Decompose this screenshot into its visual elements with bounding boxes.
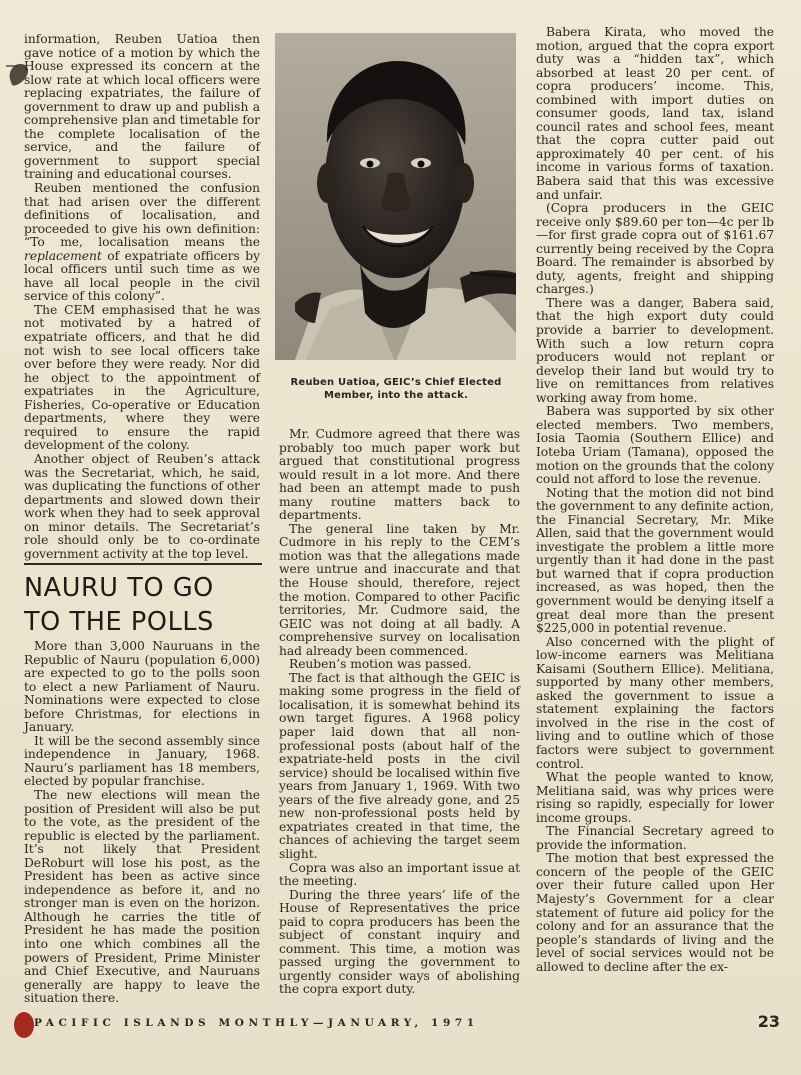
nauru-headline (24, 571, 264, 639)
text-run: of expatriate officers by local officers until such time as we have all local people in the civil service of this colony”. (24, 248, 260, 304)
paragraph: The CEM emphasised that he was not motivated by a hatred of expatriate officers, and that he did not wish to see local officers take over before they were ready. Nor did he object to the appointment of expatriates in the Agriculture, Fisheries, Co-operative or Education departments, where they were required to ensure the rapid development of the colony. (24, 302, 260, 453)
paragraph: The new elections will mean the position of President will also be put to the vote, as the president of the republic is elected by the parliament. It’s not likely that President DeRoburt will lose his post, as the President has been as active since independence as before it, and no stronger man is even on the horizon. Although he carries the title of President he has made the position into one which combines all the powers of President, Prime Minister and Chief Executive, and Nauruans generally are happy to leave the situation there. (24, 788, 260, 1006)
paragraph: The fact is that although the GEIC is making some progress in the field of localisation, it is somewhat behind its own target figures. A 1968 policy paper laid down that all non-professional posts (about half of the expatriate-held posts in the civil service) should be localised within five years from January 1, 1969. With two years of the five already gone, and 25 new non-professional posts held by expatriates created in that time, the chances of achieving the target seem slight. (279, 670, 520, 861)
paragraph: Babera Kirata, who moved the motion, argued that the copra export duty was a “hidden tax”, which absorbed at least 20 per cent. of copra producers’ income. This, combined with import duties on consumer goods, land tax, island council rates and school fees, meant that the copra cutter paid out approximately 40 per cent. of his income in various forms of taxation. Babera said that this was excessive and unfair. (536, 25, 774, 202)
column-1-article (24, 33, 260, 561)
paragraph: Also concerned with the plight of low-income earners was Melitiana Kaisami (Southern Ellice). Melitiana, supported by many other members, asked the government to issue a statement explaining the factors involved in the rise in the cost of living and to outline which of those factors were subject to government control. (536, 634, 774, 771)
portrait-photo (275, 33, 516, 360)
paragraph: The Financial Secretary agreed to provide the information. (536, 824, 774, 852)
nauru-story (24, 640, 260, 1006)
paragraph (24, 182, 260, 304)
paragraph: During the three years’ life of the House of Representatives the price paid to copra producers has been the subject of constant inquiry and comment. This time, a motion was passed urging the government to urgently consider ways of abolishing the copra export duty. (279, 887, 520, 997)
paragraph: The motion that best expressed the concern of the people of the GEIC over their future called upon Her Majesty’s Government for a clear statement of future aid policy for the colony and for an assurance that the people’s standards of living and the level of social services would not be allowed to decline after the ex- (536, 851, 774, 974)
portrait-illustration (275, 33, 516, 360)
paragraph: The general line taken by Mr. Cudmore in his reply to the CEM’s motion was that the allegations made were untrue and inaccurate and that the House should, therefore, reject the motion. Compared to other Pacific territories, Mr. Cudmore said, the GEIC was not doing at all badly. A comprehensive survey on localisation had already been commenced. (279, 521, 520, 658)
paragraph: Mr. Cudmore agreed that there was probably too much paper work but argued that constitutional progress would result in a lot more. And there had been an attempt made to push many routine matters back to departments. (279, 427, 520, 523)
text-run: Reuben mentioned the confusion that had arisen over the different definitions of localisation, and proceeded to give his own definition: “To me, localisation means the (24, 181, 260, 250)
column-3-article (536, 26, 774, 974)
headline-line-1: NAURU TO GO (24, 573, 214, 603)
paragraph: Another object of Reuben’s attack was the Secretariat, which, he said, was duplicating the functions of other departments and slowed down their work when they had to seek approval on minor details. The Secretariat’s role should only be to co-ordinate government activity at the top level. (24, 451, 260, 561)
paragraph: More than 3,000 Nauruans in the Republic of Nauru (population 6,000) are expected to go to the polls soon to elect a new Parliament of Nauru. Nominations were expected to close before Christmas, for elections in January. (24, 639, 260, 735)
paragraph: Reuben’s motion was passed. (289, 657, 472, 672)
paragraph: Babera was supported by six other elected members. Two members, Iosia Taomia (Southern Ellice) and Ioteba Uriam (Tamana), opposed the motion on the grounds that the colony could not afford to lose the revenue. (536, 404, 774, 487)
page-footer (14, 1012, 788, 1034)
paragraph: It will be the second assembly since independence in January, 1968. Nauru’s parliament has 18 members, elected by popular franchise. (24, 733, 260, 789)
column-2-article (279, 428, 520, 997)
paragraph: Noting that the motion did not bind the government to any definite action, the Financial Secretary, Mr. Mike Allen, said that the government would investigate the problem a little more urgently than it had done in the past but warned that if copra production increased, as was hoped, then the government would be denying itself a great deal more than the present $225,000 in potential revenue. (536, 485, 774, 636)
headline-line-2: TO THE POLLS (24, 607, 214, 637)
emphasis-text: replacement (24, 248, 102, 263)
running-title: PACIFIC ISLANDS MONTHLY—JANUARY, 1971 (34, 1017, 479, 1029)
paragraph: There was a danger, Babera said, that the high export duty could provide a barrier to development. With such a low return copra producers would not replant or develop their land but would try to live on remittances from relatives working away from home. (536, 295, 774, 405)
paragraph: Copra was also an important issue at the meeting. (279, 860, 520, 889)
paragraph: information, Reuben Uatioa then gave notice of a motion by which the House expressed its concern at the slow rate at which local officers were replacing expatriates, the failure of government to draw up and publish a comprehensive plan and timetable for the complete localisation of the service, and the failure of government to support special training and educational courses. (24, 32, 260, 182)
paragraph: What the people wanted to know, Melitiana said, was why prices were rising so rapidly, especially for lower income groups. (536, 770, 774, 825)
section-divider-rule (24, 563, 262, 565)
red-corner-dot (14, 1012, 34, 1038)
page-number: 23 (757, 1012, 780, 1031)
paragraph: (Copra producers in the GEIC receive only $89.60 per ton—4c per lb—for first grade copra out of $161.67 currently being received by the Copra Board. The remainder is absorbed by duty, agents, freight and shipping charges.) (536, 201, 774, 297)
photo-caption: Reuben Uatioa, GEIC’s Chief Elected Member, into the attack. (290, 377, 502, 401)
